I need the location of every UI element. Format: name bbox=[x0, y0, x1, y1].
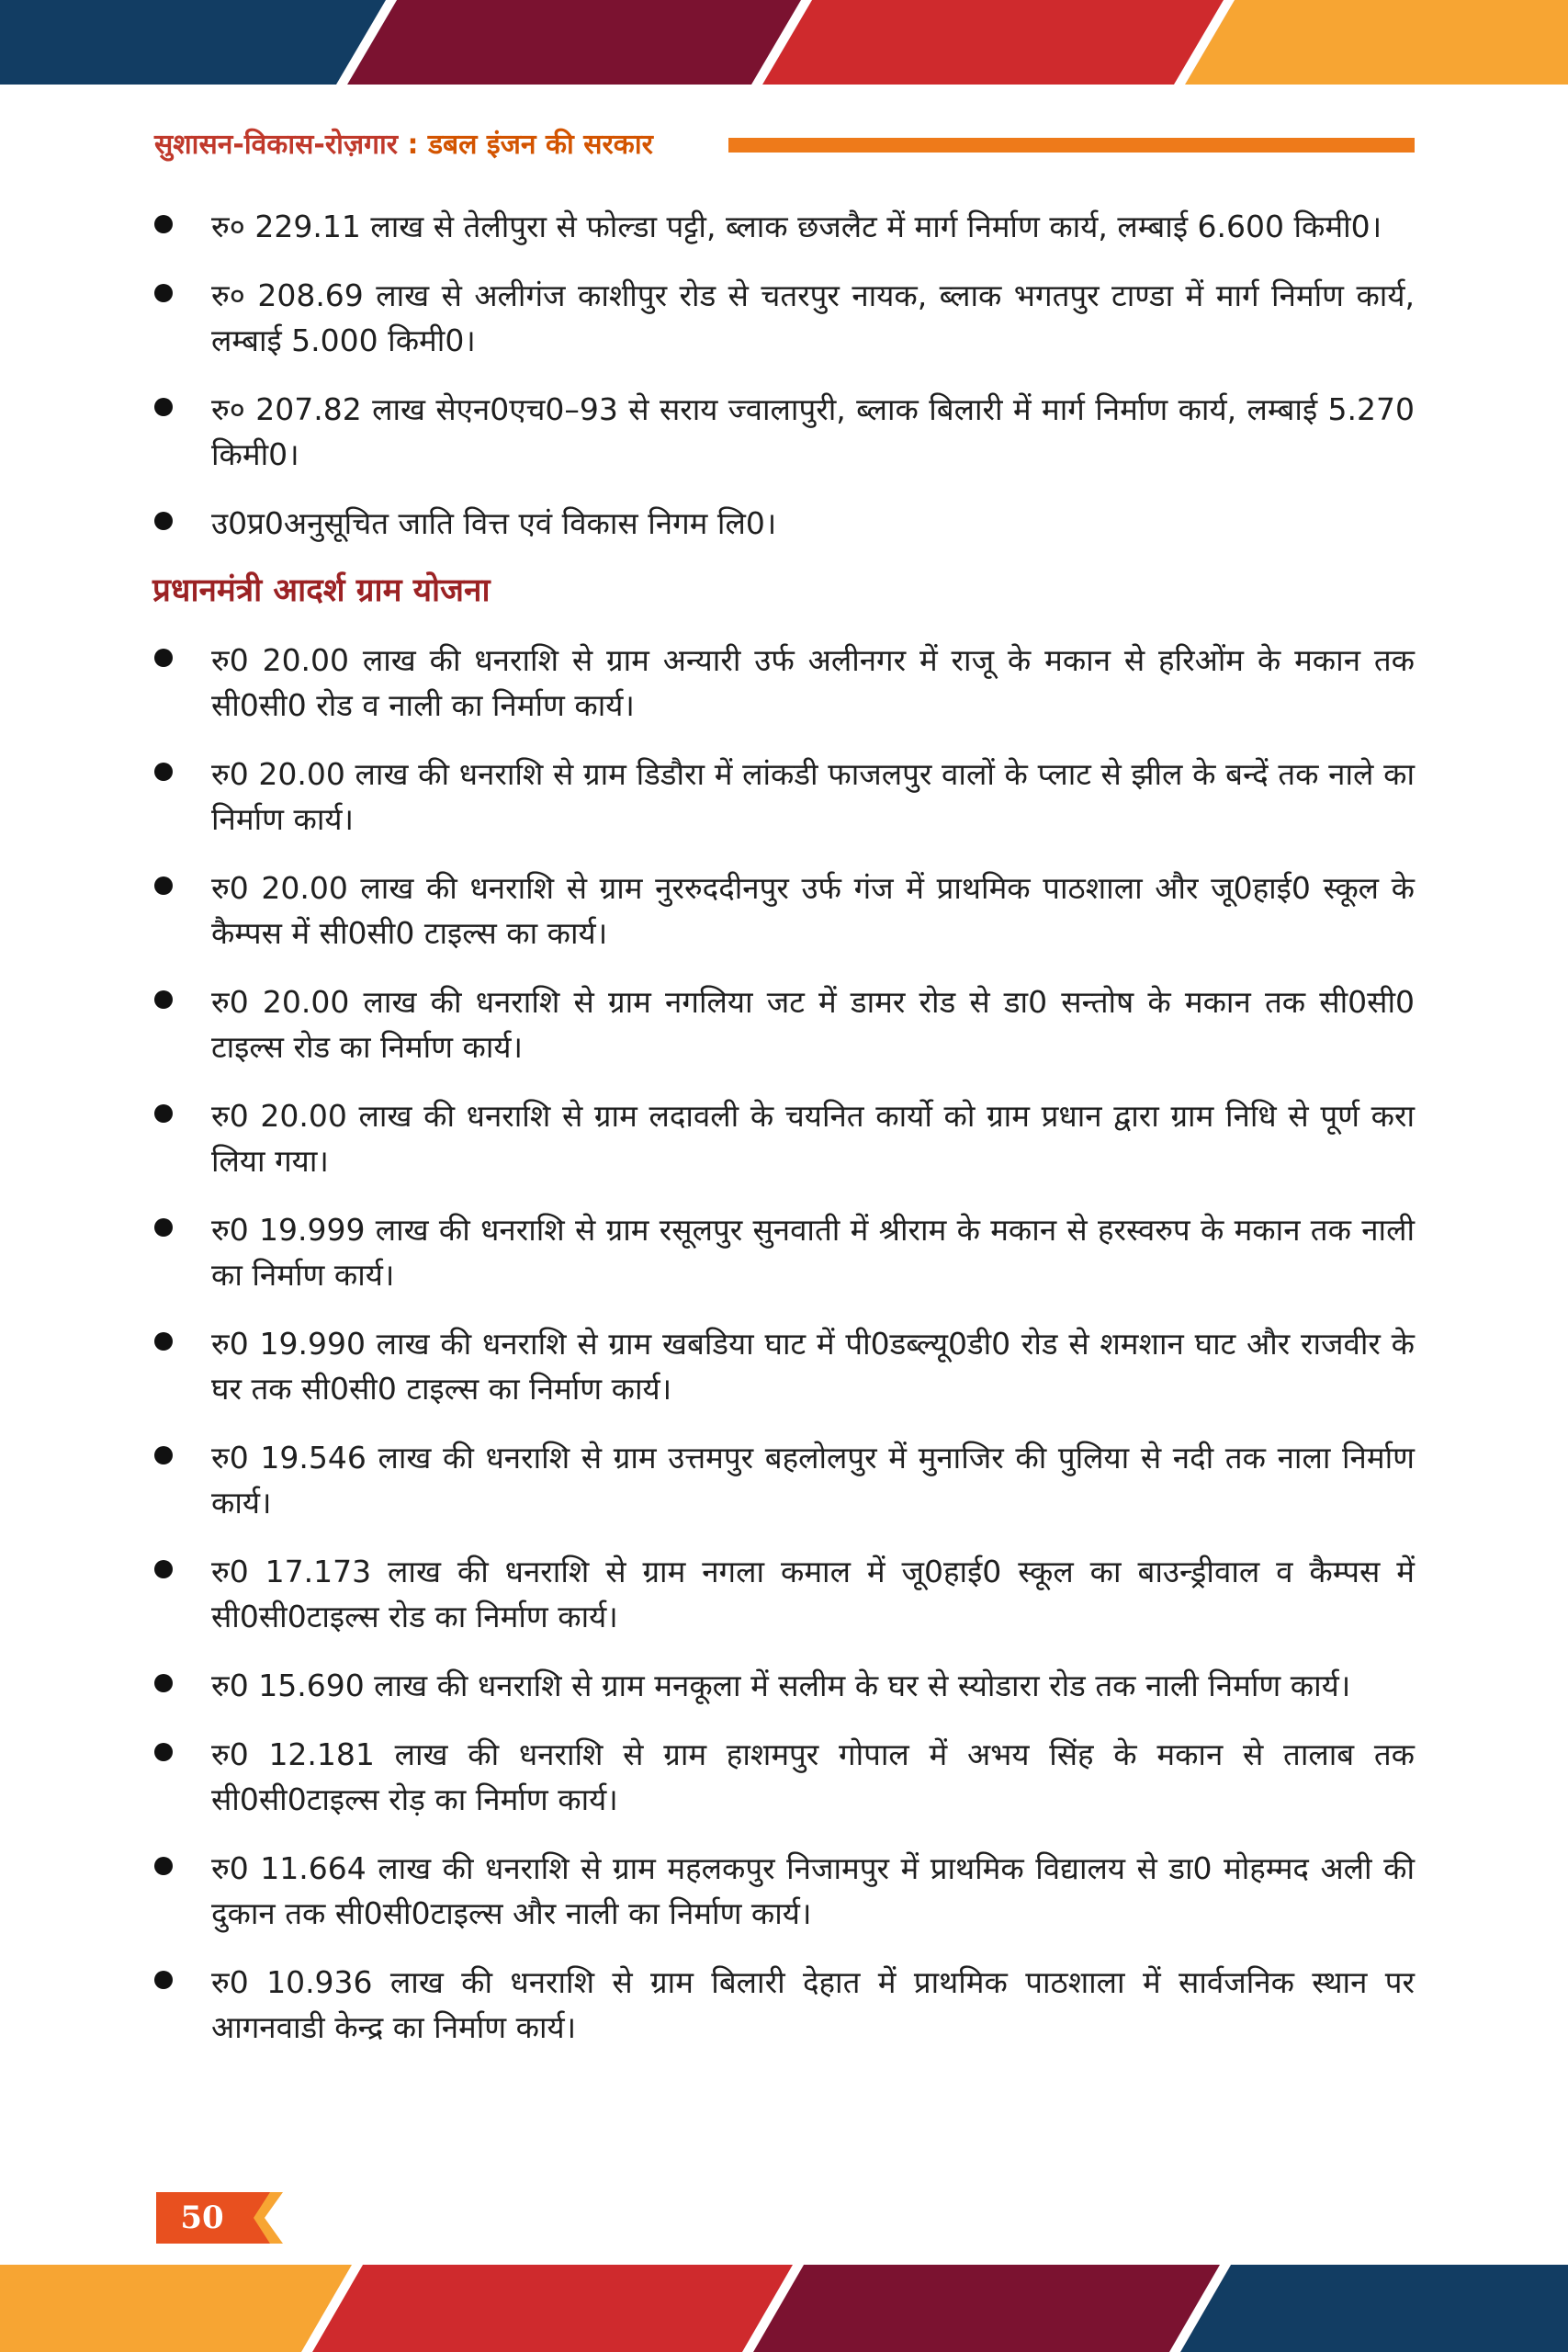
bullet-icon bbox=[154, 398, 173, 416]
band-red-segment bbox=[312, 2265, 804, 2352]
header-rule bbox=[728, 138, 1415, 153]
list-item bbox=[152, 638, 1415, 728]
list-item bbox=[152, 273, 1415, 363]
list-item bbox=[152, 1207, 1415, 1297]
list-item bbox=[152, 204, 1415, 249]
list-item-text: रु0 11.664 लाख की धनराशि से ग्राम महलकपुर निजामपुर में प्राथमिक विद्यालय से डा0 मोहम्मद अली की दुकान तक सी0सी0टाइल्स और नाली का निर्माण कार्य। bbox=[211, 1850, 1415, 1931]
list-item bbox=[152, 501, 1415, 546]
bullet-icon bbox=[154, 284, 173, 302]
list-item-text: रु0 20.00 लाख की धनराशि से ग्राम डिडौरा में लांकडी फाजलपुर वालों के प्लाट से झील के बन्दें तक नाले का निर्माण कार्य। bbox=[211, 756, 1415, 837]
list-item-text: रु० 208.69 लाख से अलीगंज काशीपुर रोड से चतरपुर नायक, ब्लाक भगतपुर टाण्डा में मार्ग निर्माण कार्य, लम्बाई 5.000 किमी0। bbox=[211, 277, 1415, 358]
list-item bbox=[152, 1549, 1415, 1639]
list-item bbox=[152, 1321, 1415, 1411]
bullet-icon bbox=[154, 1674, 173, 1692]
bullet-icon bbox=[154, 512, 173, 530]
band-maroon-segment bbox=[753, 2265, 1231, 2352]
bullet-icon bbox=[154, 1218, 173, 1237]
section-heading: प्रधानमंत्री आदर्श ग्राम योजना bbox=[152, 571, 491, 609]
list-item-text: रु0 12.181 लाख की धनराशि से ग्राम हाशमपुर गोपाल में अभय सिंह के मकान से तालाब तक सी0सी0टाइल्स रोड़ का निर्माण कार्य। bbox=[211, 1736, 1415, 1817]
list-item-text: रु0 20.00 लाख की धनराशि से ग्राम नगलिया जट में डामर रोड से डा0 सन्तोष के मकान तक सी0सी0 टाइल्स रोड का निर्माण कार्य। bbox=[211, 984, 1415, 1065]
list-item-text: रु0 15.690 लाख की धनराशि से ग्राम मनकूला में सलीम के घर से स्योडारा रोड तक नाली निर्माण कार्य। bbox=[211, 1668, 1351, 1703]
list-item-text: उ0प्र0अनुसूचित जाति वित्त एवं विकास निगम लि0। bbox=[211, 505, 777, 541]
list-item bbox=[152, 979, 1415, 1069]
header-title-sub: : डबल इंजन की सरकार bbox=[398, 129, 653, 161]
bullet-icon bbox=[154, 1446, 173, 1464]
band-yellow-segment bbox=[0, 2265, 363, 2352]
bullet-icon bbox=[154, 1332, 173, 1351]
band-navy-segment bbox=[0, 0, 397, 85]
band-red-segment bbox=[762, 0, 1235, 85]
bullet-icon bbox=[154, 990, 173, 1009]
bullet-icon bbox=[154, 649, 173, 667]
list-item-text: रु० 207.82 लाख सेएन0एच0–93 से सराय ज्वालापुरी, ब्लाक बिलारी में मार्ग निर्माण कार्य, लम्बाई 5.270 किमी0। bbox=[211, 391, 1415, 472]
list-item-text: रु0 20.00 लाख की धनराशि से ग्राम अन्यारी उर्फ अलीनगर में राजू के मकान से हरिओंम के मकान तक सी0सी0 रोड व नाली का निर्माण कार्य। bbox=[211, 642, 1415, 723]
bullet-icon bbox=[154, 876, 173, 895]
list-item-text: रु0 19.990 लाख की धनराशि से ग्राम खबडिया घाट में पी0डब्ल्यू0डी0 रोड से शमशान घाट और राजवीर के घर तक सी0सी0 टाइल्स का निर्माण कार्य। bbox=[211, 1326, 1415, 1407]
list-item-text: रु0 19.999 लाख की धनराशि से ग्राम रसूलपुर सुनवाती में श्रीराम के मकान से हरस्वरुप के मकान तक नाली का निर्माण कार्य। bbox=[211, 1212, 1415, 1293]
list-item-text: रु0 20.00 लाख की धनराशि से ग्राम लदावली के चयनित कार्यो को ग्राम प्रधान द्वारा ग्राम निधि से पूर्ण करा लिया गया। bbox=[211, 1098, 1415, 1179]
list-item bbox=[152, 865, 1415, 956]
bullet-icon bbox=[154, 1104, 173, 1123]
bullet-icon bbox=[154, 1971, 173, 1989]
list-item bbox=[152, 1960, 1415, 2050]
list-item bbox=[152, 752, 1415, 842]
bullet-icon bbox=[154, 1857, 173, 1875]
bottom-color-band bbox=[0, 2265, 1568, 2352]
bullet-icon bbox=[154, 1560, 173, 1578]
band-yellow-segment bbox=[1185, 0, 1568, 85]
bullet-icon bbox=[154, 215, 173, 233]
list-item-text: रु0 10.936 लाख की धनराशि से ग्राम बिलारी देहात में प्राथमिक पाठशाला में सार्वजनिक स्थान पर आगनवाडी केन्द्र का निर्माण कार्य। bbox=[211, 1964, 1415, 2045]
band-maroon-segment bbox=[347, 0, 812, 85]
page-content bbox=[152, 204, 1415, 2074]
band-navy-segment bbox=[1180, 2265, 1568, 2352]
list-item bbox=[152, 387, 1415, 477]
page-number: 50 bbox=[180, 2199, 224, 2236]
top-color-band bbox=[0, 0, 1568, 85]
list-item-text: रु० 229.11 लाख से तेलीपुरा से फोल्डा पट्टी, ब्लाक छजलैट में मार्ग निर्माण कार्य, लम्बाई 6.600 किमी0। bbox=[211, 209, 1382, 244]
list-item-text: रु0 19.546 लाख की धनराशि से ग्राम उत्तमपुर बहलोलपुर में मुनाजिर की पुलिया से नदी तक नाला निर्माण कार्य। bbox=[211, 1440, 1415, 1521]
list-item bbox=[152, 1435, 1415, 1525]
list-item bbox=[152, 1093, 1415, 1183]
page-number-tab bbox=[156, 2192, 285, 2244]
header-title bbox=[154, 127, 653, 164]
bullet-icon bbox=[154, 763, 173, 781]
list-item bbox=[152, 1663, 1415, 1708]
list-item-text: रु0 17.173 लाख की धनराशि से ग्राम नगला कमाल में जू0हाई0 स्कूल का बाउन्ड्रीवाल व कैम्पस में सी0सी0टाइल्स रोड का निर्माण कार्य। bbox=[211, 1554, 1415, 1634]
page-header bbox=[154, 127, 1415, 164]
list-item-text: रु0 20.00 लाख की धनराशि से ग्राम नुररुददीनपुर उर्फ गंज में प्राथमिक पाठशाला और जू0हाई0 स्कूल के कैम्पस में सी0सी0 टाइल्स का कार्य। bbox=[211, 870, 1415, 951]
list-item bbox=[152, 1846, 1415, 1936]
list-item bbox=[152, 1732, 1415, 1822]
header-title-main: सुशासन-विकास-रोज़गार bbox=[154, 129, 399, 161]
bullet-icon bbox=[154, 1743, 173, 1761]
